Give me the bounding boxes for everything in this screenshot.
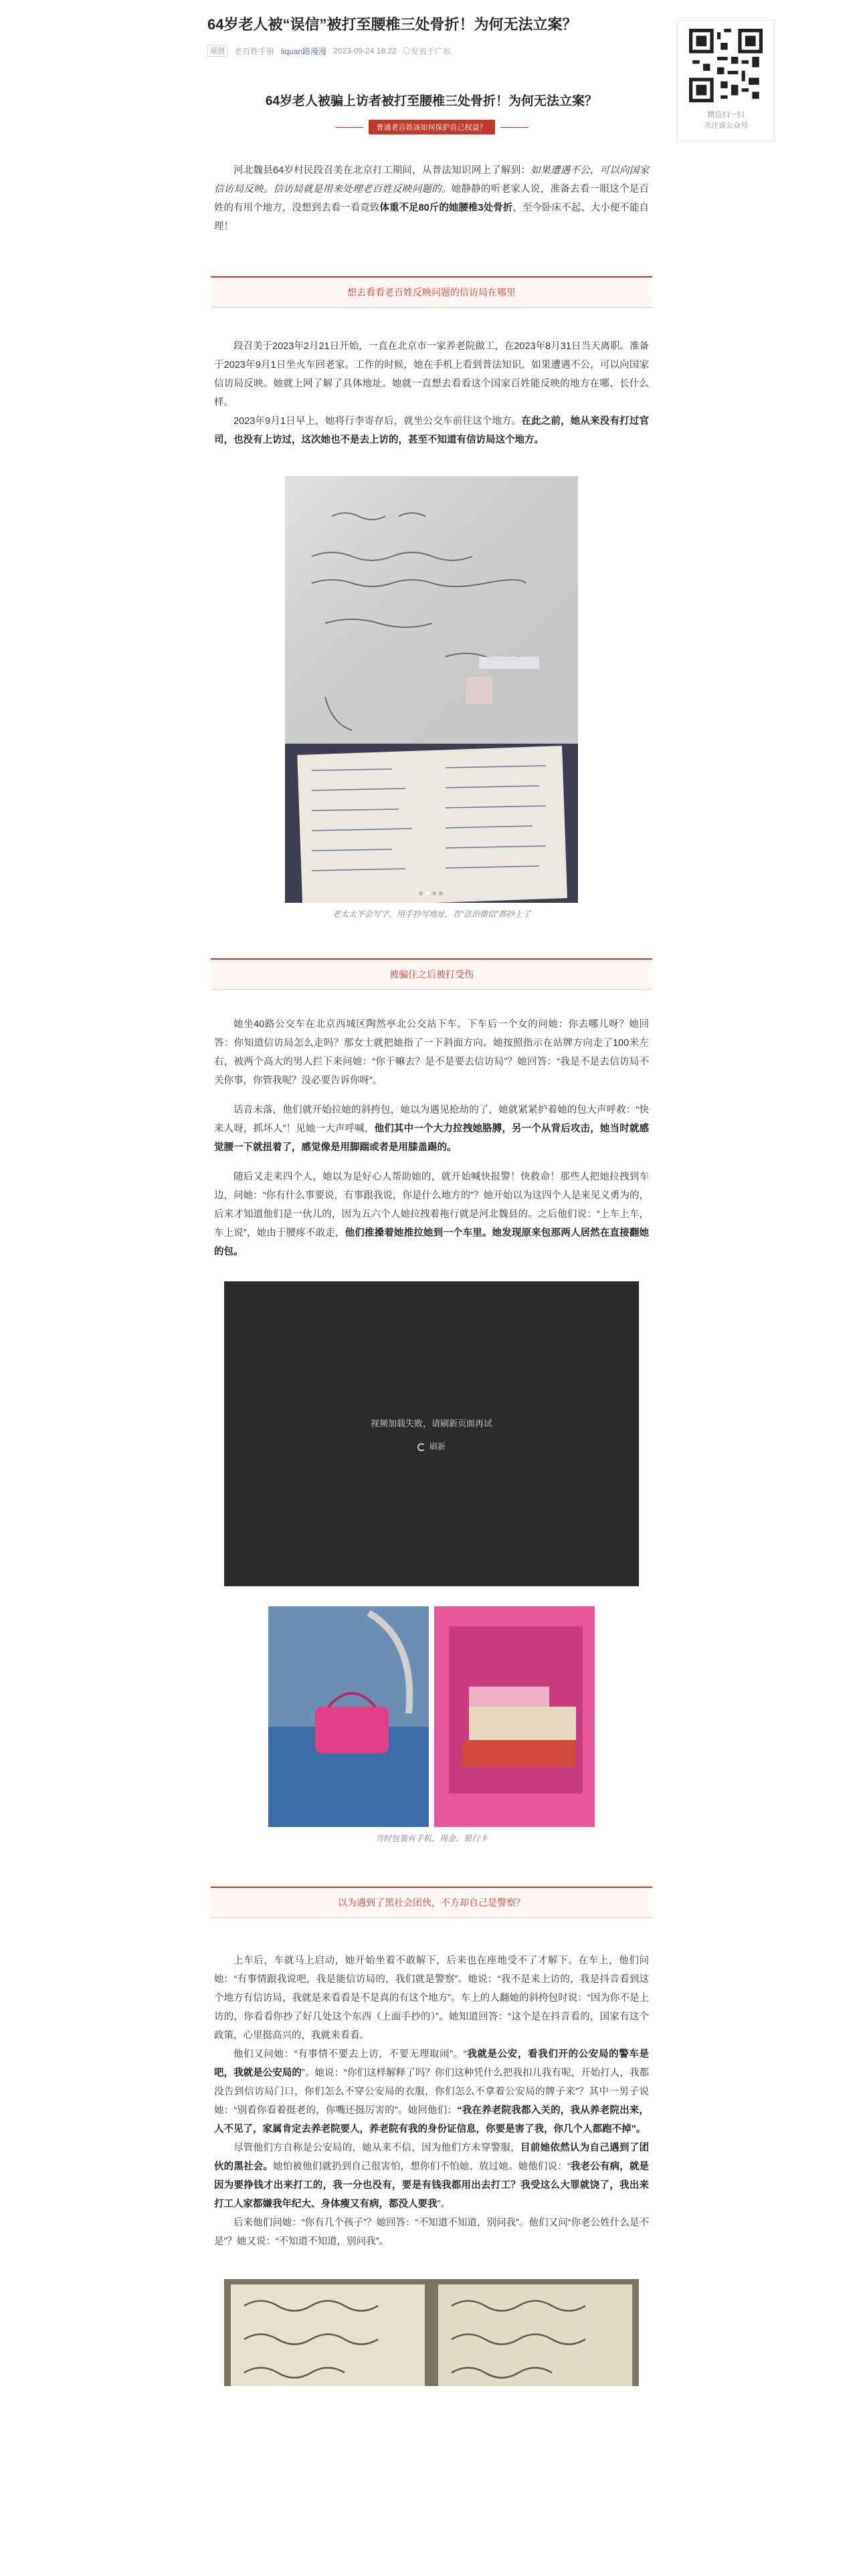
divider [500,127,529,128]
paragraph: 段召美于2023年2月21日开始，一直在北京市一家养老院做工，在2023年8月31日当天离职。准备于2023年9月1日坐火车回老家。工作的时候，她在手机上看到普法知识，如果遭遇不公，可以向国家信访局反映。她就上网了解了具体地址。她就一直想去看看这个国家百姓能反映的地方在哪、长什么样。 [214,341,649,408]
paragraph: 上车后，车就马上启动，她开始坐着不敢解下，后来也在座地受不了才解下。在车上，他们问她：“有事情跟我说吧，我是能信访局的，我们就是警察”。她说：“我不是来上访的，我是抖音看到这个地方有信访局，我就是来看看是不是真的有这个地方”。车上的人翻她的斜挎包时说：“因为你不是上访的，你看看你抄了好几处这个东西（上面手抄的）”。她知道回答：“这个是在抖音看的，国家有这个政策，心里挺高兴的，我就来看看。 [214,1955,649,2041]
column-name[interactable]: 老百姓手册 [234,46,275,56]
paragraph: 尽管他们方自称是公安局的，她从来不信，因为他们方未穿警服，目前她依然认为自己遇到了团伙的黑社会。她怕被他们就扔到自己很害怕，想你们不怕她、放过她。她他们说：“我老公有病，就是因为要挣钱才出来打工的，我一分也没有，要是有钱我都用出去打工？我受这么大罪就饶了，我出来打工人家都嫌我年纪大、身体瘦又有病，都没人要我”。 [214,2143,650,2210]
section-header-2: 被骗住之后被打受伤 [211,958,652,990]
section-header-1-wrap [207,276,656,308]
location [403,45,451,57]
paragraph: 她坐40路公交车在北京西城区陶然亭北公交站下车。下车后一个女的问她：你去哪儿呀？她回答：你知道信访局怎么走吗？那女士就把她指了一下斜面方向。她按照指示在站牌方向走了100米左右，被两个高大的男人拦下来问她：“你干嘛去？是不是要去信访局”？她回答：“我是不是去信访局不关你事，你管我呢？没必要告诉你呀”。 [214,1019,649,1086]
subline [207,120,656,134]
article-meta [207,44,656,58]
intro-paragraph: 河北魏县64岁村民段召美在北京打工期间，从普法知识网上了解到：如果遭遇不公，可以向国家信访局反映。信访局就是用来处理老百姓反映问题的。她静静的听老家人说，准备去看一眼这个是百姓的有用个地方，没想到去看一看竟致体重不足80斤的她腰椎3处骨折，至今卧床不起、大小便不能自理！ [214,165,650,232]
section-header-3: 以为遇到了黑社会团伙，不方却自己是警察？ [211,1887,652,1918]
refresh-button[interactable] [224,1440,639,1452]
handwritten-note-photo[interactable] [285,476,578,903]
video-error-message: 视频加载失败，请刷新页面再试 [370,1418,492,1428]
video-block [207,1281,656,1586]
photo-3-block [207,2279,656,2386]
section-1-body [207,337,656,449]
photo-caption: 老太太不会写字，用手抄写地址，在“法治微信”都抄上了 [332,909,531,919]
article-headline: 64岁老人被骗上访者被打至腰椎三处骨折！为何无法立案？ [265,94,598,108]
handbag-photo[interactable] [268,1606,595,1827]
article [207,0,656,2386]
location-text: 发表于广东 [410,46,451,56]
original-badge: 原创 [207,45,227,57]
video-player[interactable] [224,1281,639,1586]
qr-code-panel [677,20,775,142]
photo-caption: 当时包装有手机、现金、银行卡 [375,1834,488,1843]
qr-caption-line: 微信扫一扫 [707,111,745,119]
divider [335,127,363,128]
section-header-2-wrap [207,958,656,990]
author-link[interactable]: liquan路漫漫 [281,46,327,56]
refresh-label: 刷新 [429,1442,446,1451]
photo-1-block [207,476,656,920]
article-title: 64岁老人被“误信”被打至腰椎三处骨折！为何无法立案？ [207,16,577,33]
qr-caption-line: 关注该公众号 [704,122,748,130]
qr-code-icon[interactable] [689,29,763,102]
refresh-icon [417,1443,425,1451]
location-icon [401,45,411,55]
section-3-body [207,1951,656,2251]
paragraph: 话音未落，他们就开始拉她的斜挎包，她以为遇见抢劫的了，她就紧紧护着她的包大声呼救：“快来人呀，抓坏人”！见她一大声呼喊，他们其中一个大力拉拽她胳膊，另一个从背后攻击，她当时就感觉腰一下就扭着了，感觉像是用脚踹或者是用膝盖踢的。 [214,1105,650,1153]
handwritten-notebook-photo[interactable] [224,2279,639,2386]
publish-date: 2023-09-24 18:22 [333,46,397,56]
paragraph: 2023年9月1日早上，她将行李寄存后，就坐公交车前往这个地方。在此之前，她从来没有打过官司，也没有上访过，这次她也不是去上访的，甚至不知道有信访局这个地方。 [214,416,650,445]
qr-caption [678,110,774,131]
section-2-body [207,1015,656,1261]
photo-2-block [207,1606,656,1844]
section-header-1: 想去看看老百姓反映问题的信访局在哪里 [211,276,652,308]
intro [207,161,656,236]
paragraph: 他们又问她：“有事情不要去上访，不要无理取闹”。“我就是公安，看我们开的公安局的警车是吧，我就是公安局的”。她说：“你们这样解释了吗？你们这种凭什么把我扣儿我有呢，开始打人，我都没告到信访局门口，你们怎么不穿公安局的衣服，你们怎么不拿着公安局的牌子来”？其中一男子说她：“别看你看着挺老的，你嘴还挺厉害的”。她回他们：“我在养老院我都入关的，我从养老院出来，人不见了，家属肯定去养老院要人，养老院有我的身份证信息，你要是害了我，你几个人都跑不掉”。 [214,2049,650,2135]
paragraph: 后来他们问她：“你有几个孩子”？她回答：“不知道不知道，别问我”。他们又问“你老公姓什么是不是”？她又说：“不知道不知道，别问我”。 [214,2218,649,2247]
paragraph: 随后又走来四个人，她以为是好心人帮助她的，就开始喊快报警！快救命！那些人把她拉拽到车边，问她：“你有什么事要说，有事跟我说，你是什么地方的”？她开始以为这四个人是来见义勇为的，后来才知道他们是一伙儿的，因为五六个人她拉拽着拖行就是河北魏县的。之后他们说：“上车上车，车上说”，她由于腰疼不敢走，他们推搡着她推拉她到一个车里。她发现原来包那两人居然在直接翻她的包。 [214,1172,649,1257]
section-header-3-wrap [207,1887,656,1918]
subline-pill: 普通老百姓该如何保护自己权益？ [369,120,495,134]
